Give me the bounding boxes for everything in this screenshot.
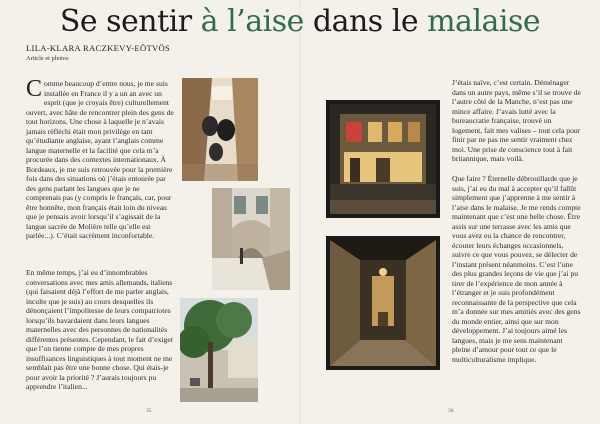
- page-gutter: [299, 0, 301, 424]
- title-part-2: dans le: [303, 4, 428, 39]
- title-part-1: Se sentir: [59, 4, 201, 39]
- photo-night-alley: [326, 236, 440, 370]
- article-title: [0, 2, 600, 42]
- left-paragraph-2: En même temps, j’ai eu d’innombrables conversations avec mes amis allemands, italiens (qui faisaient déjà l’effort de me parler anglais, inculte que je suis) au cours desquelles ils dénonçaient l’impolitesse de leurs compatriotes lorsqu’ils bavardaient dans leurs langues maternelles avec des personnes de nationalités différentes présentes. Cependant, le fait d’exiger que l’on tienne compte de mes propres insuffisances linguistiques à tout moment ne me semblait pas être une bonne chose. Qui étais-je pour avoir la priorité ? J’aurais toujours pu apprendre l’italien...: [26, 268, 174, 391]
- photo-courtyard: [212, 188, 290, 290]
- photo-tree-street: [180, 298, 258, 402]
- right-paragraph-1: J’étais naïve, c’est certain. Déménager dans un autre pays, même s’il se trouve de l’autre côté de la Manche, n’est pas une mince affaire. J’avais lutté avec la bureaucratie française, trouvé un logement, fait mes valises – tout cela pour finir par ne pas me sentir vraiment chez moi. Une prise de conscience tout à fait britannique, mais voilà.: [452, 78, 581, 163]
- right-paragraph-2: Que faire ? Éternelle débrouillarde que je suis, j’ai eu du mal à accepter qu’il fallût simplement que j’apprenne à me sentir à l’aise dans le malaise. Je me rends compte maintenant que c’est une belle chose. Être assis sur une terrasse avec les amis que vous avez eu la chance de rencontrer, écouter leurs échanges occasionnels, suivre ce que vous pouvez, se délecter de l’instant présent néanmoins. C’est l’une des plus grandes leçons de vie que j’ai pu tirer de l’expérience de mon année à l’étranger et je suis profondément reconnaissante de la perspective que cela m’a donnée sur mes amitiés avec des gens du monde entier, ainsi que sur mon développement. J’ai toujours aimé les langues, mais je me sens maintenant pleine d’amour pour tout ce que le multiculturalisme implique.: [452, 174, 581, 364]
- left-paragraph-1: [26, 76, 174, 241]
- title-accent-1: à l’aise: [200, 4, 304, 39]
- photo-night-building: [326, 100, 440, 218]
- title-accent-2: malaise: [427, 4, 541, 39]
- left-paragraph-1-text: omme beaucoup d’entre nous, je me suis installée en France il y a un an avec un esprit (que je croyais être) culturellement ouvert, avec hâte de rencontrer plein des gens de tout horizons. Une chose à laquelle je n’avais jamais réfléchi était mon privilège en tant qu’étudiante anglaise, ayant l’anglais comme langue maternelle et la facilité que cela m’a procurée dans des contextes internationaux. À Bordeaux, je me suis retrouvée pour la première fois dans des situations où j’étais entourée par des gens parlant les langues que je ne comprenais pas (y compris le français, car, pour être honnête, mon français était loin du niveau que je pensais avoir lorsqu’il s’agissait de la langue sacrée de Molière telle qu’elle est parlée...). C’était sacrément inconfortable.: [26, 79, 174, 240]
- photo-stairwell-shoes: [182, 78, 258, 181]
- drop-cap: C: [26, 76, 43, 102]
- page-number-right: 36: [448, 408, 454, 414]
- photo-credit: Article et photos: [26, 55, 69, 62]
- author-byline: LILA-KLARA RACZKEVY-EÖTVÖS: [26, 43, 171, 53]
- page-number-left: 35: [146, 408, 152, 414]
